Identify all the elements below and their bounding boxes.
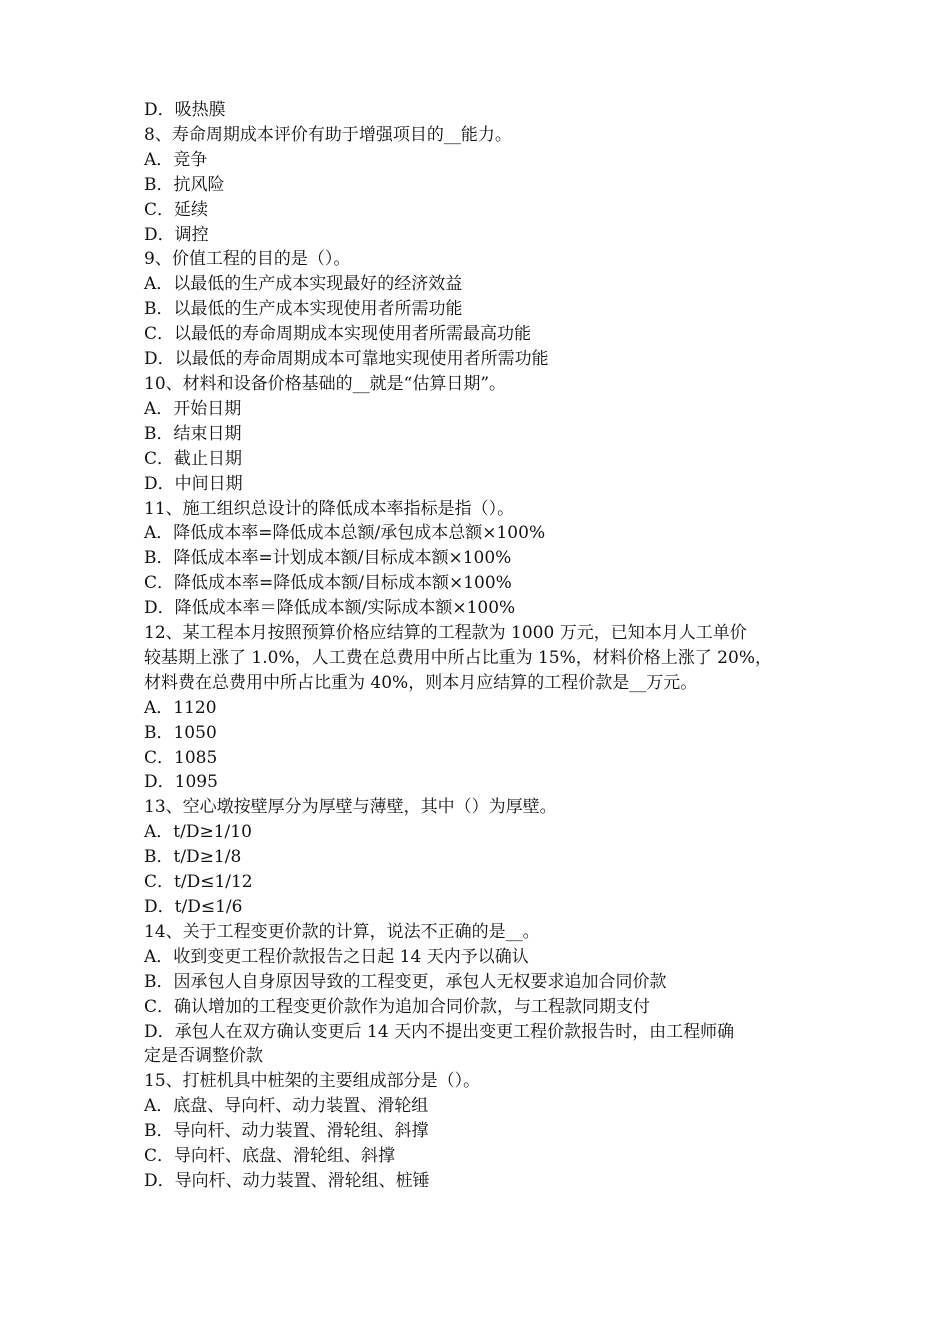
document-page [144, 98, 814, 1194]
option-c-text: C．导向杆、底盘、滑轮组、斜撑 [144, 1146, 396, 1167]
question-12-text: 12、某工程本月按照预算价格应结算的工程款为 1000 万元，已知本月人工单价 [144, 623, 747, 644]
question-12-text-cont: 较基期上涨了 1.0%，人工费在总费用中所占比重为 15%，材料价格上涨了 20%， [144, 647, 772, 668]
option-b-text: B．抗风险 [144, 174, 225, 195]
option-d-text-cont: 定是否调整价款 [144, 1046, 263, 1067]
option-d-text: D．以最低的寿命周期成本可靠地实现使用者所需功能 [144, 349, 549, 370]
option-a-text: A．开始日期 [144, 398, 242, 419]
option-d-text: D．中间日期 [144, 473, 243, 494]
option-a-text: A．竞争 [144, 149, 208, 170]
question-10-text: 10、材料和设备价格基础的__就是“估算日期”。 [144, 373, 507, 394]
option-c-text: C．降低成本率=降低成本额/目标成本额×100% [144, 573, 512, 594]
option-b-text: B．t/D≥1/8 [144, 847, 242, 868]
option-b-text: B．以最低的生产成本实现使用者所需功能 [144, 299, 463, 320]
option-c-text: C．以最低的寿命周期成本实现使用者所需最高功能 [144, 324, 532, 345]
option-a-text: A．底盘、导向杆、动力装置、滑轮组 [144, 1096, 429, 1117]
question-8-text: 8、寿命周期成本评价有助于增强项目的__能力。 [144, 124, 512, 145]
option-c-text: C．延续 [144, 199, 209, 220]
option-b-text: B．降低成本率=计划成本额/目标成本额×100% [144, 548, 512, 569]
option-b-text: B．因承包人自身原因导致的工程变更，承包人无权要求追加合同价款 [144, 971, 667, 992]
question-12-text-cont: 材料费在总费用中所占比重为 40%，则本月应结算的工程价款是__万元。 [144, 672, 698, 693]
question-15-text: 15、打桩机具中桩架的主要组成部分是（）。 [144, 1071, 481, 1092]
option-d-text: D．降低成本率＝降低成本额/实际成本额×100% [144, 598, 516, 619]
option-b-text: B．结束日期 [144, 423, 242, 444]
option-b-text: B．导向杆、动力装置、滑轮组、斜撑 [144, 1121, 429, 1142]
option-d-text: D．承包人在双方确认变更后 14 天内不提出变更工程价款报告时，由工程师确 [144, 1021, 735, 1042]
question-9-text: 9、价值工程的目的是（）。 [144, 249, 351, 270]
option-d-text: D．1095 [144, 772, 218, 793]
question-11-text: 11、施工组织总设计的降低成本率指标是指（）。 [144, 498, 515, 519]
option-d-text: D．导向杆、动力装置、滑轮组、桩锤 [144, 1170, 430, 1191]
option-c-text: C．确认增加的工程变更价款作为追加合同价款，与工程款同期支付 [144, 996, 651, 1017]
option-c-text: C．截止日期 [144, 448, 243, 469]
option-b-text: B．1050 [144, 722, 217, 743]
option-a-text: A．降低成本率=降低成本总额/承包成本总额×100% [144, 523, 546, 544]
option-a-text: A．t/D≥1/10 [144, 822, 252, 843]
option-d-text: D．t/D≤1/6 [144, 897, 243, 917]
option-a-text: A．以最低的生产成本实现最好的经济效益 [144, 274, 463, 295]
option-d-text: D．调控 [144, 224, 209, 245]
option-c-text: C．t/D≤1/12 [144, 872, 253, 893]
option-d-text: D．吸热膜 [144, 100, 226, 120]
option-a-text: A．收到变更工程价款报告之日起 14 天内予以确认 [144, 946, 529, 967]
question-13-text: 13、空心墩按壁厚分为厚壁与薄壁，其中（）为厚壁。 [144, 797, 557, 818]
option-c-text: C．1085 [144, 747, 218, 768]
option-a-text: A．1120 [144, 697, 217, 718]
question-14-text: 14、关于工程变更价款的计算，说法不正确的是__。 [144, 921, 540, 942]
